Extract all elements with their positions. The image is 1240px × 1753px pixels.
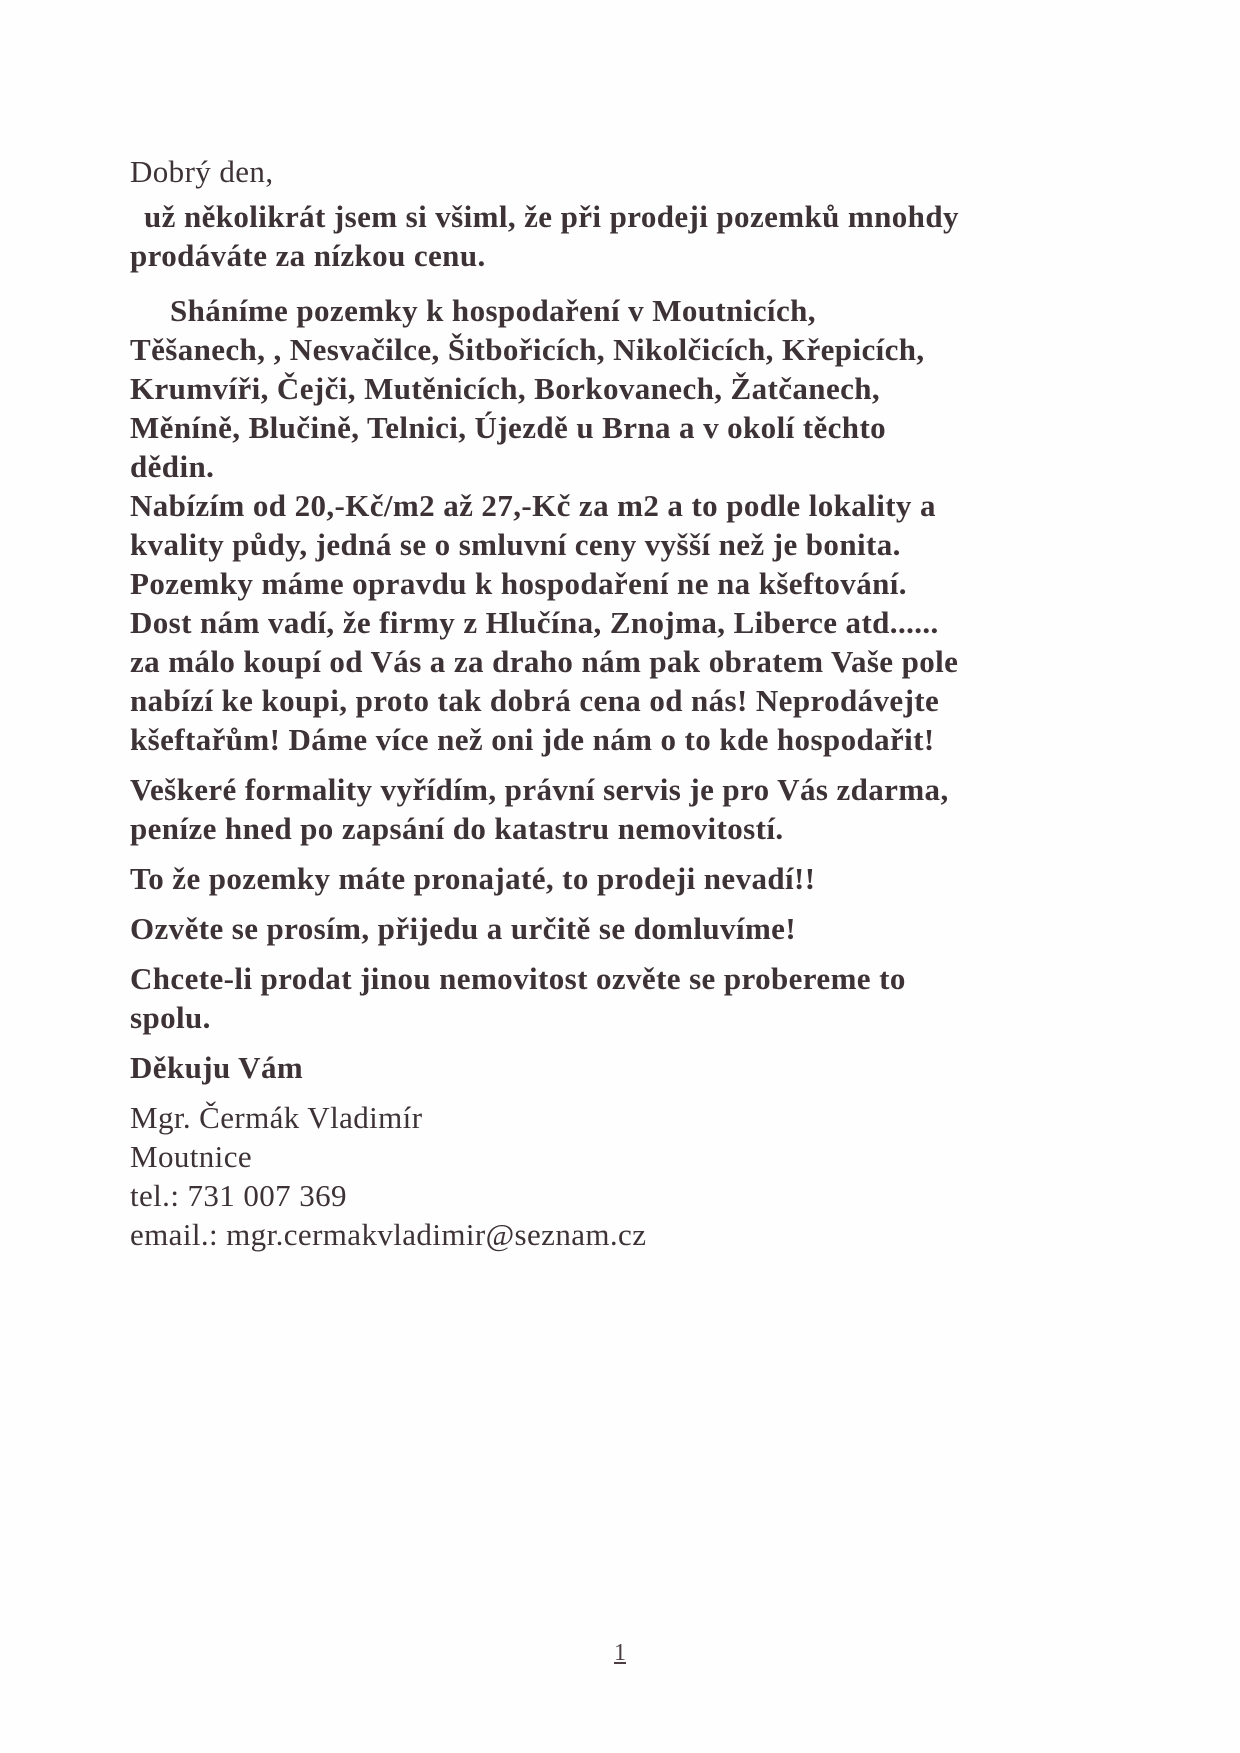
paragraph-line: Krumvíři, Čejči, Mutěnicích, Borkovanech, Žatčanech, xyxy=(130,371,881,406)
paragraph-offer xyxy=(130,486,1120,759)
paragraph-line: za málo koupí od Vás a za draho nám pak obratem Vaše pole xyxy=(130,644,959,679)
paragraph-contact-request: Ozvěte se prosím, přijedu a určitě se domluvíme! xyxy=(130,911,797,946)
paragraph-line: Sháníme pozemky k hospodaření v Moutnicích, xyxy=(170,293,816,328)
paragraph-line: prodáváte za nízkou cenu. xyxy=(130,238,486,273)
paragraph-line: Měníně, Blučině, Telnici, Újezdě u Brna a v okolí těchto xyxy=(130,410,887,445)
signature-place: Moutnice xyxy=(130,1139,253,1174)
signature-email: email.: mgr.cermakvladimir@seznam.cz xyxy=(130,1217,647,1252)
paragraph-line: Veškeré formality vyřídím, právní servis je pro Vás zdarma, xyxy=(130,772,949,807)
paragraph-line: kšeftařům! Dáme více než oni jde nám o to kde hospodařit! xyxy=(130,722,935,757)
paragraph-line: peníze hned po zapsání do katastru nemovitostí. xyxy=(130,811,784,846)
paragraph-line: Chcete-li prodat jinou nemovitost ozvěte se probereme to xyxy=(130,961,906,996)
paragraph-other-property xyxy=(130,959,1120,1037)
paragraph-line: nabízí ke koupi, proto tak dobrá cena od nás! Neprodávejte xyxy=(130,683,940,718)
paragraph-lease: To že pozemky máte pronajaté, to prodeji nevadí!! xyxy=(130,861,816,896)
paragraph-line: spolu. xyxy=(130,1000,211,1035)
signature-name: Mgr. Čermák Vladimír xyxy=(130,1100,423,1135)
letter-body xyxy=(130,152,1120,1254)
closing: Děkuju Vám xyxy=(130,1050,304,1085)
paragraph-line: dědin. xyxy=(130,449,215,484)
paragraph-intro xyxy=(130,197,1120,275)
greeting: Dobrý den, xyxy=(130,154,274,189)
paragraph-line: Dost nám vadí, že firmy z Hlučína, Znojma, Liberce atd...... xyxy=(130,605,939,640)
paragraph-line: Pozemky máme opravdu k hospodaření ne na kšeftování. xyxy=(130,566,907,601)
paragraph-wanted-land xyxy=(130,291,1120,486)
paragraph-formalities xyxy=(130,770,1120,848)
paragraph-line: už několikrát jsem si všiml, že při prodeji pozemků mnohdy xyxy=(144,199,959,234)
paragraph-line: Nabízím od 20,-Kč/m2 až 27,-Kč za m2 a to podle lokality a xyxy=(130,488,936,523)
page-number: 1 xyxy=(614,1640,626,1666)
signature-phone: tel.: 731 007 369 xyxy=(130,1178,347,1213)
signature-block xyxy=(130,1098,1120,1254)
paragraph-line: kvality půdy, jedná se o smluvní ceny vyšší než je bonita. xyxy=(130,527,901,562)
paragraph-line: Těšanech, , Nesvačilce, Šitbořicích, Nikolčicích, Křepicích, xyxy=(130,332,925,367)
